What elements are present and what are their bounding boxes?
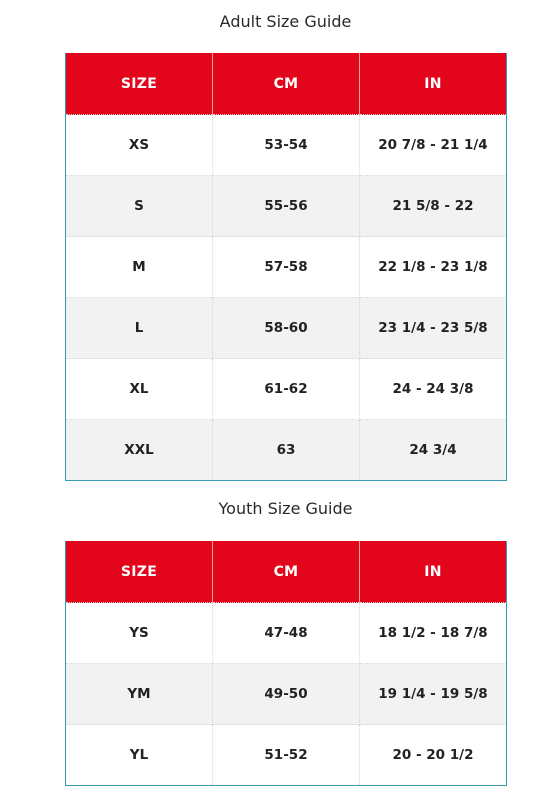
cm-cell: 61-62 <box>213 359 360 420</box>
cm-cell: 58-60 <box>213 298 360 359</box>
table-header-row <box>66 541 507 603</box>
size-cell: XXL <box>66 420 213 481</box>
cm-column-header: CM <box>213 541 360 603</box>
in-cell: 24 3/4 <box>360 420 507 481</box>
table-row <box>66 115 507 176</box>
size-cell: YL <box>66 725 213 786</box>
size-column-header: SIZE <box>66 541 213 603</box>
table-row <box>66 237 507 298</box>
table-row <box>66 725 507 786</box>
size-cell: L <box>66 298 213 359</box>
size-cell: S <box>66 176 213 237</box>
table-row <box>66 359 507 420</box>
cm-cell: 53-54 <box>213 115 360 176</box>
cm-cell: 57-58 <box>213 237 360 298</box>
in-cell: 21 5/8 - 22 <box>360 176 507 237</box>
size-cell: XL <box>66 359 213 420</box>
cm-cell: 49-50 <box>213 664 360 725</box>
table-row <box>66 664 507 725</box>
size-cell: YM <box>66 664 213 725</box>
adult-size-guide-title: Adult Size Guide <box>219 12 352 31</box>
table-row <box>66 298 507 359</box>
size-cell: YS <box>66 603 213 664</box>
in-cell: 20 7/8 - 21 1/4 <box>360 115 507 176</box>
adult-size-table <box>65 53 507 481</box>
table-row <box>66 420 507 481</box>
cm-cell: 51-52 <box>213 725 360 786</box>
in-cell: 20 - 20 1/2 <box>360 725 507 786</box>
table-row <box>66 603 507 664</box>
size-cell: M <box>66 237 213 298</box>
in-cell: 19 1/4 - 19 5/8 <box>360 664 507 725</box>
in-column-header: IN <box>360 541 507 603</box>
cm-column-header: CM <box>213 53 360 115</box>
in-cell: 24 - 24 3/8 <box>360 359 507 420</box>
youth-size-guide-title: Youth Size Guide <box>218 499 353 518</box>
cm-cell: 55-56 <box>213 176 360 237</box>
table-row <box>66 176 507 237</box>
size-cell: XS <box>66 115 213 176</box>
in-cell: 18 1/2 - 18 7/8 <box>360 603 507 664</box>
cm-cell: 63 <box>213 420 360 481</box>
size-column-header: SIZE <box>66 53 213 115</box>
youth-size-table <box>65 541 507 786</box>
in-cell: 23 1/4 - 23 5/8 <box>360 298 507 359</box>
in-cell: 22 1/8 - 23 1/8 <box>360 237 507 298</box>
cm-cell: 47-48 <box>213 603 360 664</box>
in-column-header: IN <box>360 53 507 115</box>
table-header-row <box>66 53 507 115</box>
